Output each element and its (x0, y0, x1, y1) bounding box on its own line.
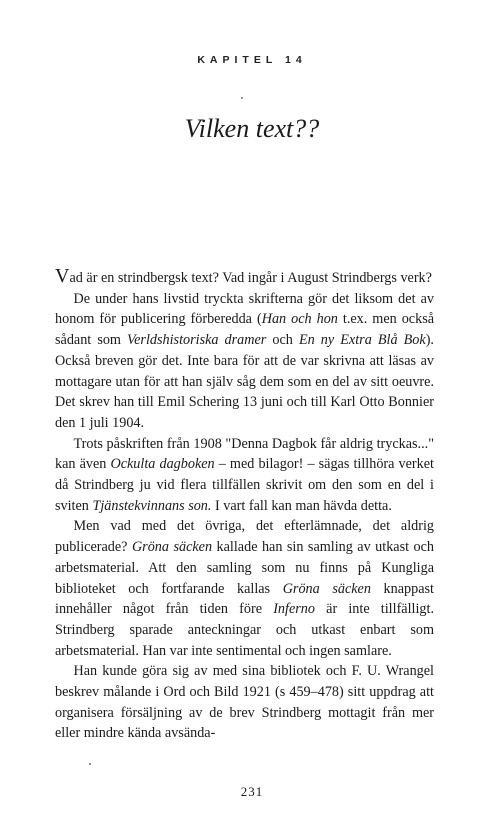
italic-title: Gröna säcken (282, 580, 371, 597)
text-run: Han kunde göra sig av med sina bibliotek och F. U. Wrangel beskrev målande i Ord och Bild 1921 (s 459–478) sitt uppdrag att organisera försäljning av de brev Strindberg mottagit från mer eller mindre kända avsända- (55, 663, 434, 742)
italic-title: Han och hon (261, 311, 338, 328)
chapter-title: Vilken text?? (184, 114, 320, 143)
text-run: I vart fall kan man hävda detta. (211, 497, 392, 514)
paragraph (55, 516, 434, 661)
text-run: ad är en strindbergsk text? Vad ingår i August Strindbergs verk? (69, 270, 432, 286)
text-run: kallade han sin samling av utkast och arbetsmaterial. Att den samling som nu finns på Kungliga biblioteket och fortfarande kallas (55, 539, 435, 597)
italic-title: Tjänstekvinnans son. (92, 497, 212, 514)
text-run: knappast innehåller något från tiden före (55, 580, 434, 618)
italic-title: Ockulta dagboken (110, 456, 215, 473)
paragraph (55, 434, 434, 517)
page-number: 231 (240, 784, 264, 799)
paragraph (55, 661, 434, 744)
text-run: ). Också breven gör det. Inte bara för att de var skrivna att läsas av mottagare utan för att han själv såg dem som en del av sitt oeuvre. Det skrev han till Emil Schering 13 juni och till Karl Otto Bonnier den 1 juli 1904. (55, 332, 434, 431)
text-run: och (266, 332, 299, 349)
italic-title: Gröna säcken (131, 539, 213, 556)
italic-title: Inferno (273, 601, 315, 618)
text-run: De under hans livstid tryckta skrifterna gör det liksom det av honom för publicering förberedda ( (55, 290, 434, 328)
text-run: t.ex. men också sådant som (55, 311, 435, 349)
text-run: Men vad med det övriga, det efterlämnade, det aldrig publicerade? (55, 518, 434, 556)
text-run: – med bilagor! – sägas tillhöra verket då Strindberg ju vid flera tillfällen skrivit om den som en del i sviten (55, 456, 434, 514)
italic-title: En ny Extra Blå Bok (298, 332, 426, 349)
drop-cap: V (55, 265, 70, 287)
print-speck (241, 97, 243, 99)
paragraph (55, 265, 434, 289)
print-speck (89, 763, 91, 765)
paragraph (55, 289, 434, 434)
chapter-label: KAPITEL 14 (197, 54, 307, 66)
text-run: Trots påskriften från 1908 "Denna Dagbok får aldrig tryckas..." kan även (55, 435, 434, 473)
body-text (55, 265, 435, 744)
italic-title: Verldshistoriska dramer (127, 332, 267, 349)
text-run: är inte tillfälligt. Strindberg sparade anteckningar och utkast enbart som arbetsmaterial. Han var inte sentimental och ingen samlare. (55, 601, 434, 659)
